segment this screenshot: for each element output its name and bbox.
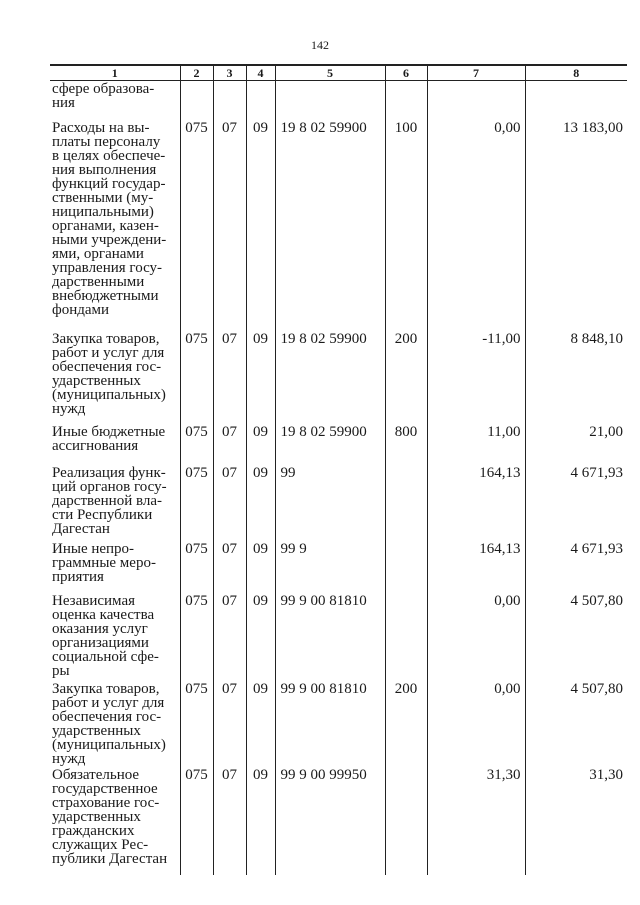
cell-section: 07 bbox=[213, 593, 246, 681]
cell-section: 07 bbox=[213, 120, 246, 331]
table-row bbox=[50, 331, 627, 424]
row-description: Иные непро- граммные меро- приятия bbox=[52, 540, 156, 585]
cell-subsection: 09 bbox=[246, 331, 275, 424]
cell-subsection: 09 bbox=[246, 120, 275, 331]
table-row bbox=[50, 424, 627, 465]
column-header: 2 bbox=[180, 65, 213, 81]
cell-target-article: 99 9 00 81810 bbox=[275, 593, 385, 681]
cell-code: 075 bbox=[180, 767, 213, 875]
row-description: сфере образова- ния bbox=[52, 81, 155, 111]
column-header: 8 bbox=[525, 65, 627, 81]
table-row bbox=[50, 593, 627, 681]
cell-total-amount: 8 848,10 bbox=[525, 331, 627, 424]
cell-expense-type bbox=[385, 541, 427, 593]
cell-expense-type bbox=[385, 81, 427, 120]
cell-change-amount: 0,00 bbox=[427, 120, 525, 331]
cell-target-article: 19 8 02 59900 bbox=[275, 331, 385, 424]
row-description: Реализация функ- ций органов госу- дарственной вла- сти Республики Дагестан bbox=[52, 464, 167, 537]
column-header: 3 bbox=[213, 65, 246, 81]
cell-code: 075 bbox=[180, 465, 213, 541]
cell-subsection: 09 bbox=[246, 465, 275, 541]
header-row bbox=[50, 65, 627, 81]
cell-section: 07 bbox=[213, 465, 246, 541]
row-description: Обязательное государственное страхование гос- ударственных гражданских служащих Рес- публики Дагестан bbox=[52, 766, 168, 867]
column-header: 7 bbox=[427, 65, 525, 81]
table-row bbox=[50, 81, 627, 120]
cell-total-amount: 21,00 bbox=[525, 424, 627, 465]
cell-subsection: 09 bbox=[246, 593, 275, 681]
row-description: Иные бюджетные ассигнования bbox=[52, 423, 166, 454]
cell-target-article bbox=[275, 81, 385, 120]
column-header: 5 bbox=[275, 65, 385, 81]
cell-section: 07 bbox=[213, 541, 246, 593]
table-row bbox=[50, 465, 627, 541]
cell-total-amount: 4 507,80 bbox=[525, 681, 627, 767]
cell-code: 075 bbox=[180, 681, 213, 767]
cell-expense-type: 200 bbox=[385, 681, 427, 767]
cell-target-article: 99 9 00 81810 bbox=[275, 681, 385, 767]
cell-change-amount: 164,13 bbox=[427, 465, 525, 541]
table-row bbox=[50, 541, 627, 593]
cell-total-amount: 13 183,00 bbox=[525, 120, 627, 331]
cell-section: 07 bbox=[213, 681, 246, 767]
cell-target-article: 19 8 02 59900 bbox=[275, 120, 385, 331]
cell-change-amount: 0,00 bbox=[427, 681, 525, 767]
cell-change-amount: 0,00 bbox=[427, 593, 525, 681]
cell-expense-type: 100 bbox=[385, 120, 427, 331]
cell-subsection bbox=[246, 81, 275, 120]
table-row bbox=[50, 120, 627, 331]
row-description: Закупка товаров, работ и услуг для обеспечения гос- ударственных (муниципальных) нужд bbox=[52, 680, 166, 767]
column-header: 1 bbox=[50, 65, 180, 81]
cell-code: 075 bbox=[180, 593, 213, 681]
table-row bbox=[50, 681, 627, 767]
cell-total-amount: 4 671,93 bbox=[525, 541, 627, 593]
cell-change-amount: 164,13 bbox=[427, 541, 525, 593]
cell-code: 075 bbox=[180, 424, 213, 465]
cell-expense-type: 800 bbox=[385, 424, 427, 465]
row-description: Расходы на вы- платы персоналу в целях обеспече- ния выполнения функций государ- ственными (му- ниципальными) органами, казен- ными учреждени- ями, органами управления госу- дарственными внебюджетными фондами bbox=[52, 119, 167, 318]
cell-change-amount bbox=[427, 81, 525, 120]
cell-section: 07 bbox=[213, 424, 246, 465]
cell-target-article: 99 9 00 99950 bbox=[275, 767, 385, 875]
cell-target-article: 99 bbox=[275, 465, 385, 541]
cell-change-amount: 11,00 bbox=[427, 424, 525, 465]
cell-change-amount: 31,30 bbox=[427, 767, 525, 875]
cell-code bbox=[180, 81, 213, 120]
cell-target-article: 19 8 02 59900 bbox=[275, 424, 385, 465]
cell-expense-type bbox=[385, 767, 427, 875]
cell-subsection: 09 bbox=[246, 767, 275, 875]
cell-total-amount bbox=[525, 81, 627, 120]
page-number: 142 bbox=[311, 38, 329, 52]
cell-expense-type bbox=[385, 465, 427, 541]
cell-expense-type bbox=[385, 593, 427, 681]
cell-code: 075 bbox=[180, 120, 213, 331]
cell-change-amount: -11,00 bbox=[427, 331, 525, 424]
table-row bbox=[50, 767, 627, 875]
row-description: Независимая оценка качества оказания услуг организациями социальной сфе- ры bbox=[52, 592, 159, 679]
cell-section: 07 bbox=[213, 331, 246, 424]
cell-code: 075 bbox=[180, 541, 213, 593]
cell-subsection: 09 bbox=[246, 424, 275, 465]
budget-table bbox=[50, 64, 627, 875]
cell-code: 075 bbox=[180, 331, 213, 424]
column-header: 4 bbox=[246, 65, 275, 81]
cell-section bbox=[213, 81, 246, 120]
cell-total-amount: 4 671,93 bbox=[525, 465, 627, 541]
cell-subsection: 09 bbox=[246, 541, 275, 593]
row-description: Закупка товаров, работ и услуг для обеспечения гос- ударственных (муниципальных) нужд bbox=[52, 330, 166, 417]
cell-total-amount: 31,30 bbox=[525, 767, 627, 875]
cell-expense-type: 200 bbox=[385, 331, 427, 424]
cell-subsection: 09 bbox=[246, 681, 275, 767]
column-header: 6 bbox=[385, 65, 427, 81]
cell-target-article: 99 9 bbox=[275, 541, 385, 593]
cell-total-amount: 4 507,80 bbox=[525, 593, 627, 681]
cell-section: 07 bbox=[213, 767, 246, 875]
